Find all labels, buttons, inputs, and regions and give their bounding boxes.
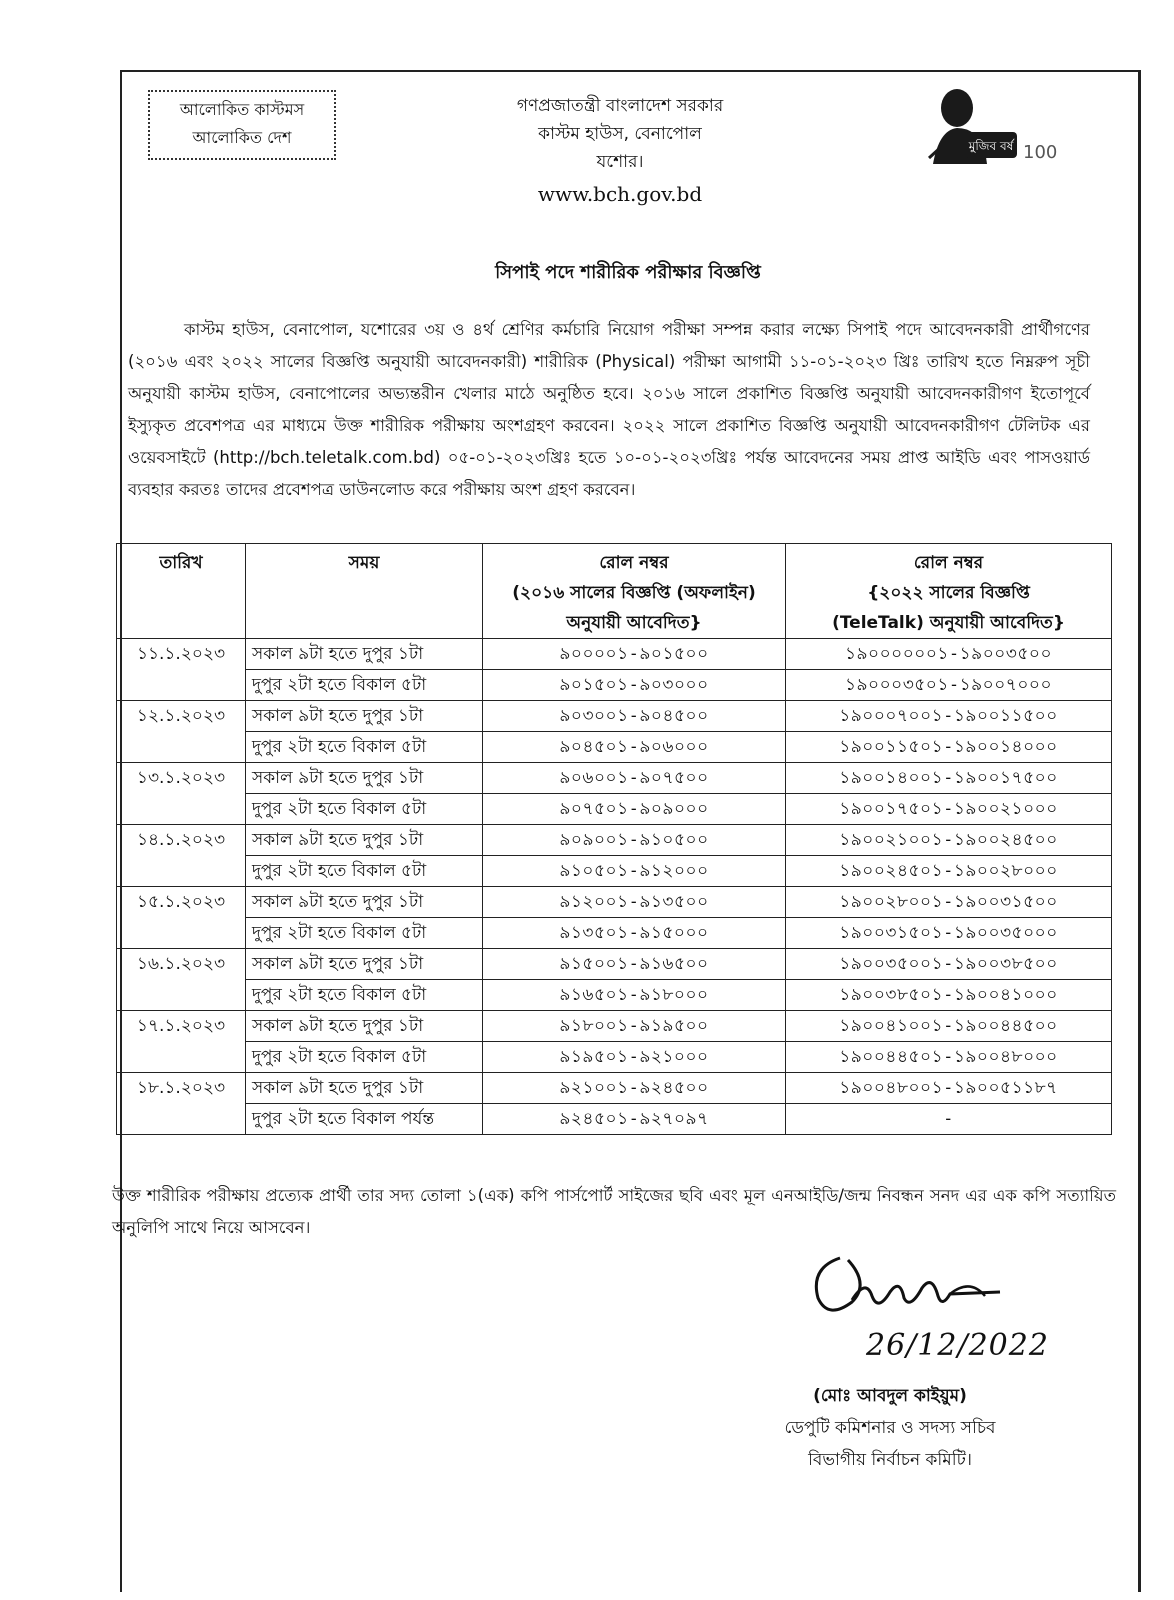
cell-roll-2022: ১৯০০৪১০০১-১৯০০৪৪৫০০: [786, 1011, 1112, 1042]
cell-date: ১৪.১.২০২৩: [117, 825, 246, 887]
exam-schedule-table: [116, 543, 1112, 1135]
cell-time: দুপুর ২টা হতে বিকাল ৫টা: [246, 670, 483, 701]
cell-roll-2022: ১৯০০১১৫০১-১৯০০১৪০০০: [786, 732, 1112, 763]
cell-roll-2016: ৯০৪৫০১-৯০৬০০০: [483, 732, 786, 763]
cell-roll-2022: ১৯০০২১০০১-১৯০০২৪৫০০: [786, 825, 1112, 856]
svg-text:মুজিব বর্ষ: মুজিব বর্ষ: [968, 139, 1014, 153]
header-roll-2022: রোল নম্বর {২০২২ সালের বিজ্ঞপ্তি (TeleTalk) অনুযায়ী আবেদিত}: [786, 544, 1112, 639]
cell-date: ১৭.১.২০২৩: [117, 1011, 246, 1073]
header-date: তারিখ: [117, 544, 246, 639]
table-row: [117, 980, 1112, 1011]
cell-roll-2022: ১৯০০৩৫০০১-১৯০০৩৮৫০০: [786, 949, 1112, 980]
cell-roll-2022: ১৯০০০৩৫০১-১৯০০৭০০০: [786, 670, 1112, 701]
cell-date: ১৬.১.২০২৩: [117, 949, 246, 1011]
cell-date: ১৫.১.২০২৩: [117, 887, 246, 949]
cell-time: সকাল ৯টা হতে দুপুর ১টা: [246, 763, 483, 794]
cell-roll-2016: ৯১৮০০১-৯১৯৫০০: [483, 1011, 786, 1042]
cell-time: দুপুর ২টা হতে বিকাল ৫টা: [246, 918, 483, 949]
cell-roll-2016: ৯২৪৫০১-৯২৭০৯৭: [483, 1104, 786, 1135]
cell-date: ১২.১.২০২৩: [117, 701, 246, 763]
cell-time: দুপুর ২টা হতে বিকাল ৫টা: [246, 732, 483, 763]
letterhead-district: যশোর।: [596, 152, 644, 172]
table-row: [117, 887, 1112, 918]
cell-time: সকাল ৯টা হতে দুপুর ১টা: [246, 701, 483, 732]
slogan-line-1: আলোকিত কাস্টমস: [179, 100, 305, 119]
cell-time: দুপুর ২টা হতে বিকাল ৫টা: [246, 794, 483, 825]
table-row: [117, 918, 1112, 949]
cell-roll-2016: ৯১২০০১-৯১৩৫০০: [483, 887, 786, 918]
cell-time: দুপুর ২টা হতে বিকাল ৫টা: [246, 856, 483, 887]
cell-roll-2016: ৯০১৫০১-৯০৩০০০: [483, 670, 786, 701]
table-row: [117, 825, 1112, 856]
cell-time: সকাল ৯টা হতে দুপুর ১টা: [246, 949, 483, 980]
slogan-box: [148, 90, 336, 160]
cell-time: সকাল ৯টা হতে দুপুর ১টা: [246, 639, 483, 670]
header-roll-2016: রোল নম্বর (২০১৬ সালের বিজ্ঞপ্তি (অফলাইন) অনুযায়ী আবেদিত}: [483, 544, 786, 639]
cell-roll-2016: ৯০০০০১-৯০১৫০০: [483, 639, 786, 670]
cell-time: দুপুর ২টা হতে বিকাল পর্যন্ত: [246, 1104, 483, 1135]
cell-roll-2022: ১৯০০৪৮০০১-১৯০০৫১১৮৭: [786, 1073, 1112, 1104]
signature-date: 26/12/2022: [866, 1328, 1049, 1363]
cell-time: সকাল ৯টা হতে দুপুর ১টা: [246, 887, 483, 918]
cell-roll-2016: ৯০৬০০১-৯০৭৫০০: [483, 763, 786, 794]
footer-instruction: উক্ত শারীরিক পরীক্ষায় প্রত্যেক প্রার্থী তার সদ্য তোলা ১(এক) কপি পার্সপোর্ট সাইজের ছবি এবং মূল এনআইডি/জন্ম নিবন্ধন সনদ এর এক কপি সত্যায়িত অনুলিপি সাথে নিয়ে আসবেন।: [112, 1186, 1116, 1237]
cell-roll-2016: ৯১৬৫০১-৯১৮০০০: [483, 980, 786, 1011]
mujib-borsho-logo-icon: [925, 80, 1065, 165]
signatory-name: (মোঃ আবদুল কাইয়ুম): [813, 1386, 967, 1406]
handwritten-signature: [800, 1238, 1030, 1328]
cell-time: সকাল ৯টা হতে দুপুর ১টা: [246, 825, 483, 856]
cell-date: ১৩.১.২০২৩: [117, 763, 246, 825]
cell-roll-2016: ৯০৯০০১-৯১০৫০০: [483, 825, 786, 856]
cell-roll-2016: ৯০৭৫০১-৯০৯০০০: [483, 794, 786, 825]
letterhead: [420, 92, 820, 208]
signatory-block: [740, 1380, 1040, 1476]
table-row: [117, 949, 1112, 980]
letterhead-government: গণপ্রজাতন্ত্রী বাংলাদেশ সরকার: [516, 96, 724, 116]
cell-roll-2022: ১৯০০০০০০১-১৯০০৩৫০০: [786, 639, 1112, 670]
table-row: [117, 763, 1112, 794]
table-row: [117, 1104, 1112, 1135]
cell-time: দুপুর ২টা হতে বিকাল ৫টা: [246, 1042, 483, 1073]
slogan-line-2: আলোকিত দেশ: [192, 128, 292, 147]
signatory-committee: বিভাগীয় নির্বাচন কমিটি।: [808, 1450, 972, 1470]
cell-roll-2016: ৯১৯৫০১-৯২১০০০: [483, 1042, 786, 1073]
table-row: [117, 670, 1112, 701]
cell-roll-2016: ৯২১০০১-৯২৪৫০০: [483, 1073, 786, 1104]
notice-title: সিপাই পদে শারীরিক পরীক্ষার বিজ্ঞপ্তি: [495, 262, 761, 283]
website-url[interactable]: www.bch.gov.bd: [537, 182, 703, 206]
cell-roll-2022: ১৯০০৩৮৫০১-১৯০০৪১০০০: [786, 980, 1112, 1011]
intro-paragraph: কাস্টম হাউস, বেনাপোল, যশোরের ৩য় ও ৪র্থ শ্রেণির কর্মচারি নিয়োগ পরীক্ষা সম্পন্ন করার লক্ষ্যে সিপাই পদে আবেদনকারী প্রার্থীগণের (২০১৬ এবং ২০২২ সালের বিজ্ঞপ্তি অনুযায়ী আবেদনকারী) শারীরিক (Physical) পরীক্ষা আগামী ১১-০১-২০২৩ খ্রিঃ তারিখ হতে নিম্নরুপ সূচী অনুযায়ী কাস্টম হাউস, বেনাপোলের অভ্যন্তরীন খেলার মাঠে অনুষ্ঠিত হবে। ২০১৬ সালে প্রকাশিত বিজ্ঞপ্তি অনুযায়ী আবেদনকারীগণ ইতোপূর্বে ইস্যুকৃত প্রবেশপত্র এর মাধ্যমে উক্ত শারীরিক পরীক্ষায় অংশগ্রহণ করবেন। ২০২২ সালে প্রকাশিত বিজ্ঞপ্তি অনুযায়ী আবেদনকারীগণ টেলিটক এর ওয়েবসাইটে (http://bch.teletalk.com.bd) ০৫-০১-২০২৩খ্রিঃ হতে ১০-০১-২০২৩খ্রিঃ পর্যন্ত আবেদনের সময় প্রাপ্ত আইডি এবং পাসওয়ার্ড ব্যবহার করতঃ তাদের প্রবেশপত্র ডাউনলোড করে পরীক্ষায় অংশ গ্রহণ করবেন।: [128, 320, 1090, 499]
cell-time: সকাল ৯টা হতে দুপুর ১টা: [246, 1073, 483, 1104]
table-row: [117, 732, 1112, 763]
cell-roll-2022: -: [786, 1104, 1112, 1135]
cell-time: সকাল ৯টা হতে দুপুর ১টা: [246, 1011, 483, 1042]
header-time: সময়: [246, 544, 483, 639]
signatory-designation: ডেপুটি কমিশনার ও সদস্য সচিব: [784, 1418, 996, 1438]
table-row: [117, 1073, 1112, 1104]
cell-roll-2022: ১৯০০১৭৫০১-১৯০০২১০০০: [786, 794, 1112, 825]
letterhead-office: কাস্টম হাউস, বেনাপোল: [538, 124, 702, 144]
table-row: [117, 794, 1112, 825]
cell-date: ১১.১.২০২৩: [117, 639, 246, 701]
table-row: [117, 856, 1112, 887]
table-header-row: [117, 544, 1112, 639]
cell-time: দুপুর ২টা হতে বিকাল ৫টা: [246, 980, 483, 1011]
cell-roll-2022: ১৯০০০৭০০১-১৯০০১১৫০০: [786, 701, 1112, 732]
table-row: [117, 639, 1112, 670]
table-row: [117, 1042, 1112, 1073]
svg-text:100: 100: [1023, 142, 1058, 163]
table-row: [117, 701, 1112, 732]
cell-roll-2016: ৯১৩৫০১-৯১৫০০০: [483, 918, 786, 949]
cell-roll-2016: ৯০৩০০১-৯০৪৫০০: [483, 701, 786, 732]
cell-roll-2022: ১৯০০১৪০০১-১৯০০১৭৫০০: [786, 763, 1112, 794]
table-row: [117, 1011, 1112, 1042]
cell-date: ১৮.১.২০২৩: [117, 1073, 246, 1135]
cell-roll-2022: ১৯০০২৮০০১-১৯০০৩১৫০০: [786, 887, 1112, 918]
cell-roll-2022: ১৯০০৩১৫০১-১৯০০৩৫০০০: [786, 918, 1112, 949]
cell-roll-2016: ৯১৫০০১-৯১৬৫০০: [483, 949, 786, 980]
cell-roll-2022: ১৯০০২৪৫০১-১৯০০২৮০০০: [786, 856, 1112, 887]
cell-roll-2022: ১৯০০৪৪৫০১-১৯০০৪৮০০০: [786, 1042, 1112, 1073]
cell-roll-2016: ৯১০৫০১-৯১২০০০: [483, 856, 786, 887]
